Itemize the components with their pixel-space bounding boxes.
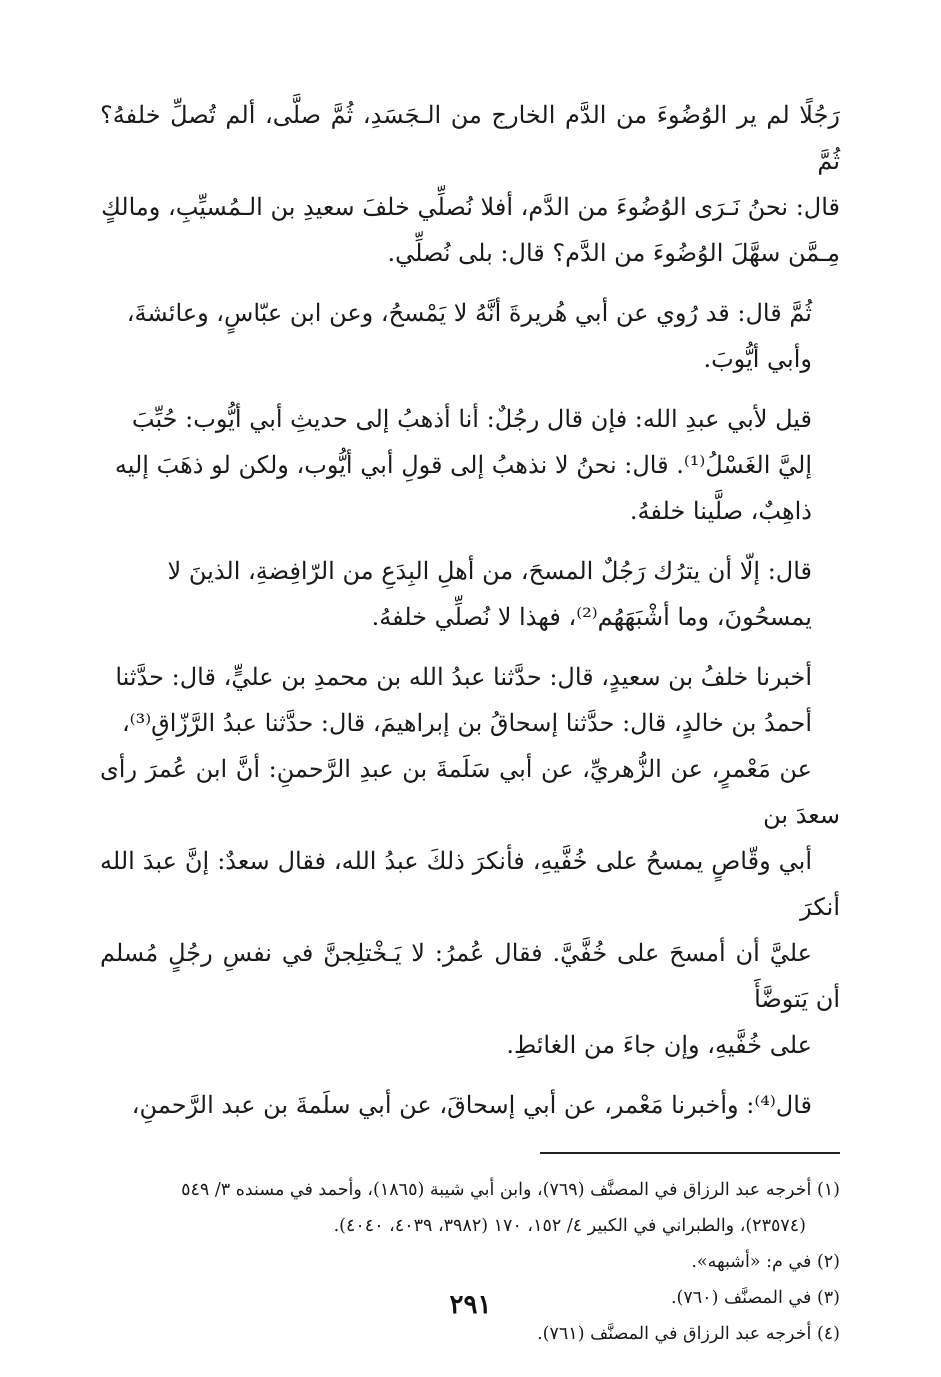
text-line: عن مَعْمرٍ، عن الزُّهريِّ، عن أبي سَلَمةَ بن عبدِ الرَّحمنِ: أنَّ ابن عُمرَ رأى سعدَ بن <box>100 755 840 829</box>
text-line: وأبي أيُّوبَ. <box>703 345 812 373</box>
page-number: ٢٩١ <box>449 1290 492 1320</box>
text-line: عليَّ أن أمسحَ على خُفَّيَّ. فقال عُمرُ: لا يَـخْتلِجنَّ في نفسِ رجُلٍ مُسلم أن يَتوضَّأَ <box>100 939 840 1013</box>
text-line: قال: إلّا أن يترُك رَجُلٌ المسحَ، من أهلِ البِدَعِ من الرّافِضةِ، الذينَ لا <box>167 557 812 585</box>
text-line: ذاهِبٌ، صلَّينا خلفهُ. <box>629 497 812 525</box>
footnote-divider <box>540 1152 840 1154</box>
footnote-2 <box>100 1244 840 1280</box>
text-line: رَجُلًا لم ير الوُضُوءَ من الدَّم الخارج من الـجَسَدِ، ثُمَّ صلَّى، ألم تُصلِّ خلفهُ؟ ثُمَّ <box>100 101 840 175</box>
text-line: ثُمَّ قال: قد رُوي عن أبي هُريرةَ أنَّهُ لا يَمْسحُ، وعن ابن عبّاسٍ، وعائشةَ، <box>126 299 812 327</box>
footnote-text: أخرجه عبد الرزاق في المصنَّف (٧٦١). <box>537 1324 812 1344</box>
body-text <box>100 92 840 1128</box>
footnote-number: (٣) <box>816 1288 840 1308</box>
footnote-4 <box>100 1316 840 1352</box>
text-line: أبي وقّاصٍ يمسحُ على خُفَّيهِ، فأنكرَ ذلكَ عبدُ الله، فقال سعدٌ: إنَّ عبدَ الله أنكرَ <box>100 847 840 921</box>
paragraph-4 <box>100 548 840 640</box>
text-line: قيل لأبي عبدِ الله: فإن قال رجُلٌ: أنا أذهبُ إلى حديثِ أبي أيُّوب: حُبِّبَ <box>131 405 812 433</box>
footnote-number: (١) <box>816 1180 840 1200</box>
paragraph-5 <box>100 654 840 1068</box>
footnote-text: في المصنَّف (٧٦٠). <box>670 1288 812 1308</box>
text-line: قال: نحنُ نَـرَى الوُضُوءَ من الدَّم، أفلا نُصلِّي خلفَ سعيدِ بن الـمُسيِّبِ، ومالكٍ <box>101 193 840 221</box>
text-line: أحمدُ بن خالدٍ، قال: حدَّثنا إسحاقُ بن إبراهيمَ، قال: حدَّثنا عبدُ الرَّزّاقِ⁽³⁾، <box>121 709 812 737</box>
text-line: إليَّ الغَسْلُ⁽¹⁾. قال: نحنُ لا نذهبُ إلى قولِ أبي أيُّوب، ولكن لو ذهَبَ إليه <box>114 451 812 479</box>
text-line: قال⁽⁴⁾: وأخبرنا مَعْمر، عن أبي إسحاقَ، عن أبي سلَمةَ بن عبد الرَّحمنِ، <box>131 1091 812 1119</box>
paragraph-1 <box>100 92 840 276</box>
footnote-number: (٢) <box>816 1252 840 1272</box>
footnote-text-continued: (٢٣٥٧٤)، والطبراني في الكبير ٤/ ١٥٢، ١٧٠ (٣٩٨٢، ٤٠٣٩، ٤٠٤٠). <box>333 1216 806 1236</box>
footnote-text: أخرجه عبد الرزاق في المصنَّف (٧٦٩)، وابن أبي شيبة (١٨٦٥)، وأحمد في مسنده ٣/ ٥٤٩ <box>181 1180 812 1200</box>
paragraph-6 <box>100 1082 840 1128</box>
footnotes <box>100 1172 840 1352</box>
footnote-text: في م: «أشبهه». <box>691 1252 812 1272</box>
text-line: على خُفَّيهِ، وإن جاءَ من الغائطِ. <box>506 1031 812 1059</box>
text-line: أخبرنا خلفُ بن سعيدٍ، قال: حدَّثنا عبدُ الله بن محمدِ بن عليٍّ، قال: حدَّثنا <box>115 663 812 691</box>
page-content <box>100 92 840 1352</box>
paragraph-2 <box>100 290 840 382</box>
paragraph-3 <box>100 396 840 534</box>
text-line: يمسحُونَ، وما أشْبَهَهُم⁽²⁾، فهذا لا نُصلِّي خلفهُ. <box>371 603 812 631</box>
footnote-1 <box>100 1172 840 1244</box>
text-line: مِـمَّن سهَّلَ الوُضُوءَ من الدَّم؟ قال: بلى نُصلِّي. <box>387 239 840 267</box>
footnote-number: (٤) <box>816 1324 840 1344</box>
